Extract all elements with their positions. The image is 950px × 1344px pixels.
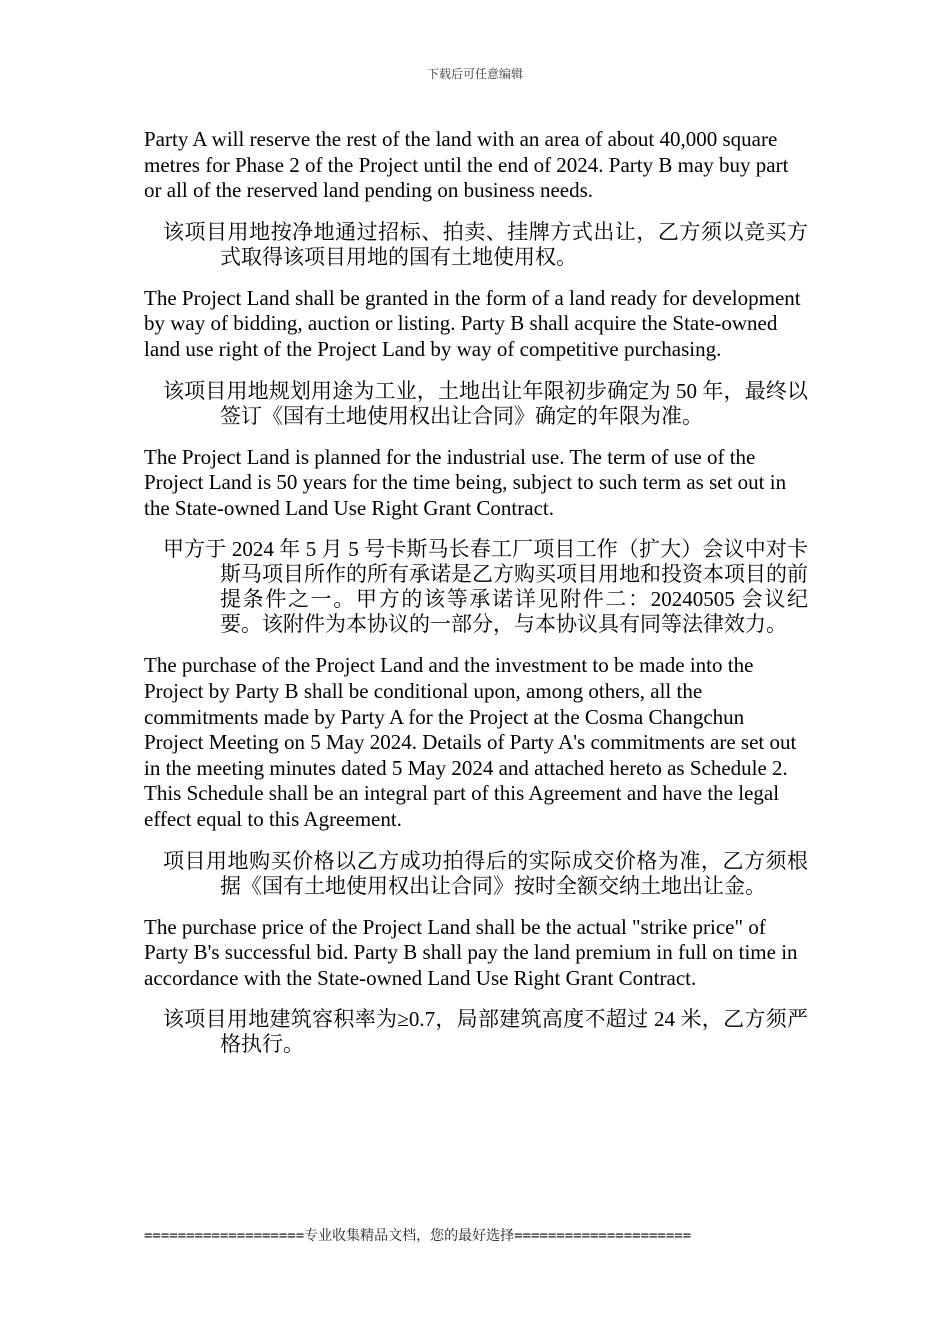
document-body	[144, 127, 808, 1073]
page-footer: ===================专业收集精品文档，您的最好选择=====================	[144, 1228, 692, 1244]
paragraph-zh-5: 该项目用地建筑容积率为≥0.7，局部建筑高度不超过 24 米，乙方须严格执行。	[163, 1007, 808, 1057]
page-header: 下载后可任意编辑	[426, 67, 523, 81]
paragraph-en-1: Party A will reserve the rest of the land with an area of about 40,000 square metres for Phase 2 of the Project until the end of 2024. Party B may buy part or all of the reserved land pending on business needs.	[144, 127, 789, 203]
paragraph-en-3: The Project Land is planned for the industrial use. The term of use of the Project Land is 50 years for the time being, subject to such term as set out in the State-owned Land Use Right Grant Contract.	[144, 444, 787, 520]
paragraph-zh-2: 该项目用地规划用途为工业，土地出让年限初步确定为 50 年，最终以签订《国有土地使用权出让合同》确定的年限为准。	[163, 378, 808, 428]
paragraph-en-2: The Project Land shall be granted in the form of a land ready for development by way of bidding, auction or listing. Party B shall acquire the State-owned land use right of the Project Land by way of competitive purchasing.	[144, 285, 801, 361]
paragraph-zh-4: 项目用地购买价格以乙方成功拍得后的实际成交价格为准，乙方须根据《国有土地使用权出让合同》按时全额交纳土地出让金。	[163, 848, 808, 898]
paragraph-en-4: The purchase of the Project Land and the investment to be made into the Project by Party B shall be conditional upon, among others, all the commitments made by Party A for the Project at the Cosma Changchun Project Meeting on 5 May 2024. Details of Party A's commitments are set out in the meeting minutes dated 5 May 2024 and attached hereto as Schedule 2. This Schedule shall be an integral part of this Agreement and have the legal effect equal to this Agreement.	[144, 653, 797, 831]
paragraph-en-5: The purchase price of the Project Land shall be the actual "strike price" of Party B's successful bid. Party B shall pay the land premium in full on time in accordance with the State-owned Land Use Right Grant Contract.	[144, 914, 798, 990]
paragraph-zh-1: 该项目用地按净地通过招标、拍卖、挂牌方式出让，乙方须以竞买方式取得该项目用地的国有土地使用权。	[163, 219, 808, 269]
paragraph-zh-3: 甲方于 2024 年 5 月 5 号卡斯马长春工厂项目工作（扩大）会议中对卡斯马项目所作的所有承诺是乙方购买项目用地和投资本项目的前提条件之一。甲方的该等承诺详见附件二：20240505 会议纪要。该附件为本协议的一部分，与本协议具有同等法律效力。	[163, 537, 808, 637]
